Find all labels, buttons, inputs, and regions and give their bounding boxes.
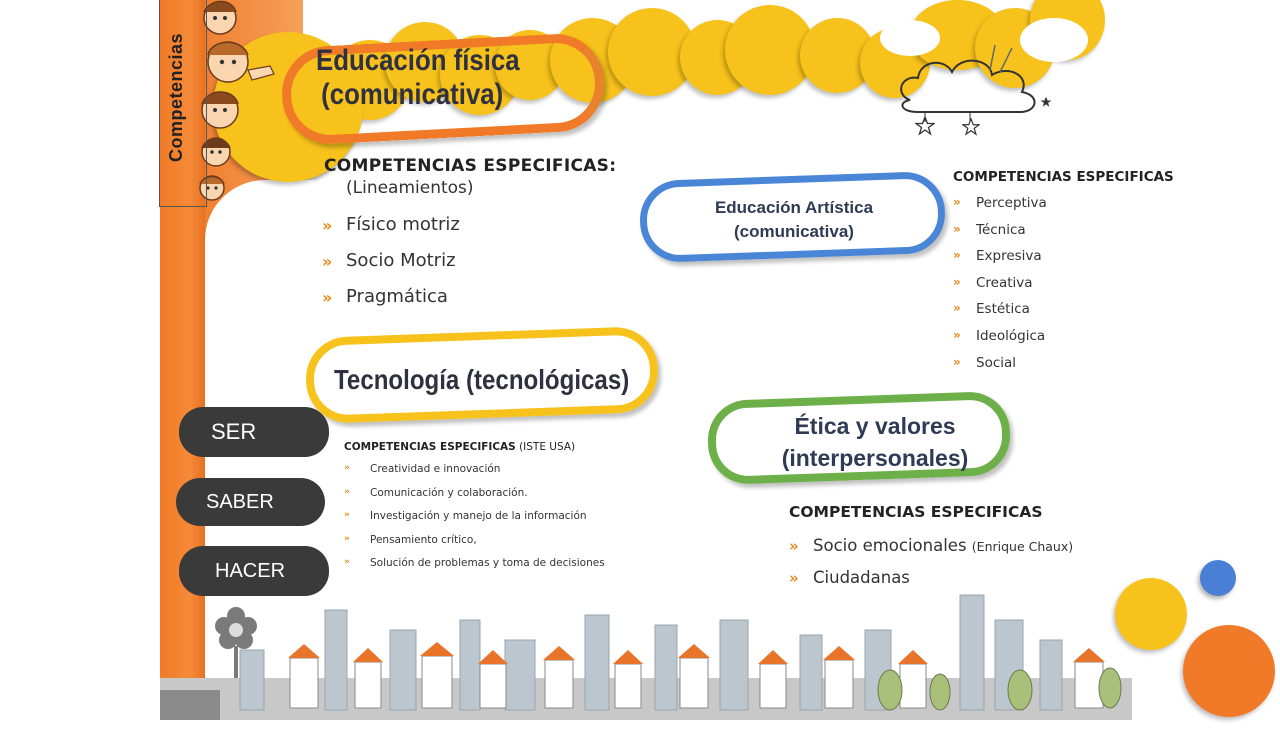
- hacer-button[interactable]: HACER: [179, 546, 329, 596]
- fisica-subheader: (Lineamientos): [346, 178, 474, 198]
- fisica-list: [322, 214, 460, 322]
- artistica-list: [953, 195, 1047, 381]
- list-item: » Ciudadanas: [789, 568, 910, 587]
- fisica-title-line1: Educación física: [316, 44, 520, 77]
- decor-circle-orange: [1183, 625, 1275, 717]
- tecnologia-title: Tecnología (tecnológicas): [334, 364, 630, 395]
- list-item: » Pensamiento crítico,: [344, 533, 477, 546]
- list-item: » Social: [953, 354, 1017, 371]
- fisica-header: COMPETENCIAS ESPECIFICAS:: [324, 156, 617, 176]
- list-item: » Estética: [953, 301, 1030, 318]
- artistica-title-line1: Educación Artística: [714, 198, 874, 217]
- etica-title: [780, 410, 970, 474]
- list-item: » Socio emocionales (Enrique Chaux): [789, 536, 1074, 555]
- list-item: » Creatividad e innovación: [344, 463, 501, 475]
- saber-button[interactable]: SABER: [176, 478, 325, 526]
- tecnologia-header: [344, 441, 575, 453]
- artistica-title: [700, 196, 888, 244]
- tecnologia-list: [344, 463, 605, 581]
- fisica-title: [316, 44, 520, 112]
- list-item: » Ideológica: [953, 327, 1046, 344]
- star-icon: [915, 116, 935, 136]
- list-item: » Perceptiva: [953, 195, 1047, 211]
- ser-button[interactable]: SER: [179, 407, 329, 457]
- list-item: » Creativa: [953, 274, 1033, 291]
- list-item: » Investigación y manejo de la información: [344, 510, 587, 523]
- artistica-header: COMPETENCIAS ESPECIFICAS: [953, 169, 1174, 185]
- city-skyline-icon: [160, 580, 1132, 720]
- decor-circle-blue: [1200, 560, 1236, 596]
- star-icon: [962, 118, 980, 136]
- tecnologia-header-note: (ISTE USA): [519, 441, 576, 453]
- list-item: » Solución de problemas y toma de decisiones: [344, 557, 605, 570]
- etica-header: COMPETENCIAS ESPECIFICAS: [789, 503, 1043, 521]
- list-item: » Socio Motriz: [322, 250, 456, 271]
- etica-title-line1: Ética y valores: [794, 413, 956, 439]
- list-item: » Técnica: [953, 221, 1026, 238]
- list-item: » Pragmática: [322, 286, 448, 307]
- list-item: » Físico motriz: [322, 214, 460, 235]
- list-item: » Expresiva: [953, 248, 1042, 265]
- fisica-title-line2: (comunicativa): [321, 78, 504, 111]
- etica-title-line2: (interpersonales): [781, 445, 969, 471]
- sidebar-label: Competencias: [166, 32, 186, 162]
- list-item: » Comunicación y colaboración.: [344, 486, 528, 499]
- star-icon: [1040, 96, 1052, 108]
- artistica-title-line2: (comunicativa): [734, 222, 854, 241]
- tecnologia-header-main: COMPETENCIAS ESPECIFICAS: [344, 441, 516, 453]
